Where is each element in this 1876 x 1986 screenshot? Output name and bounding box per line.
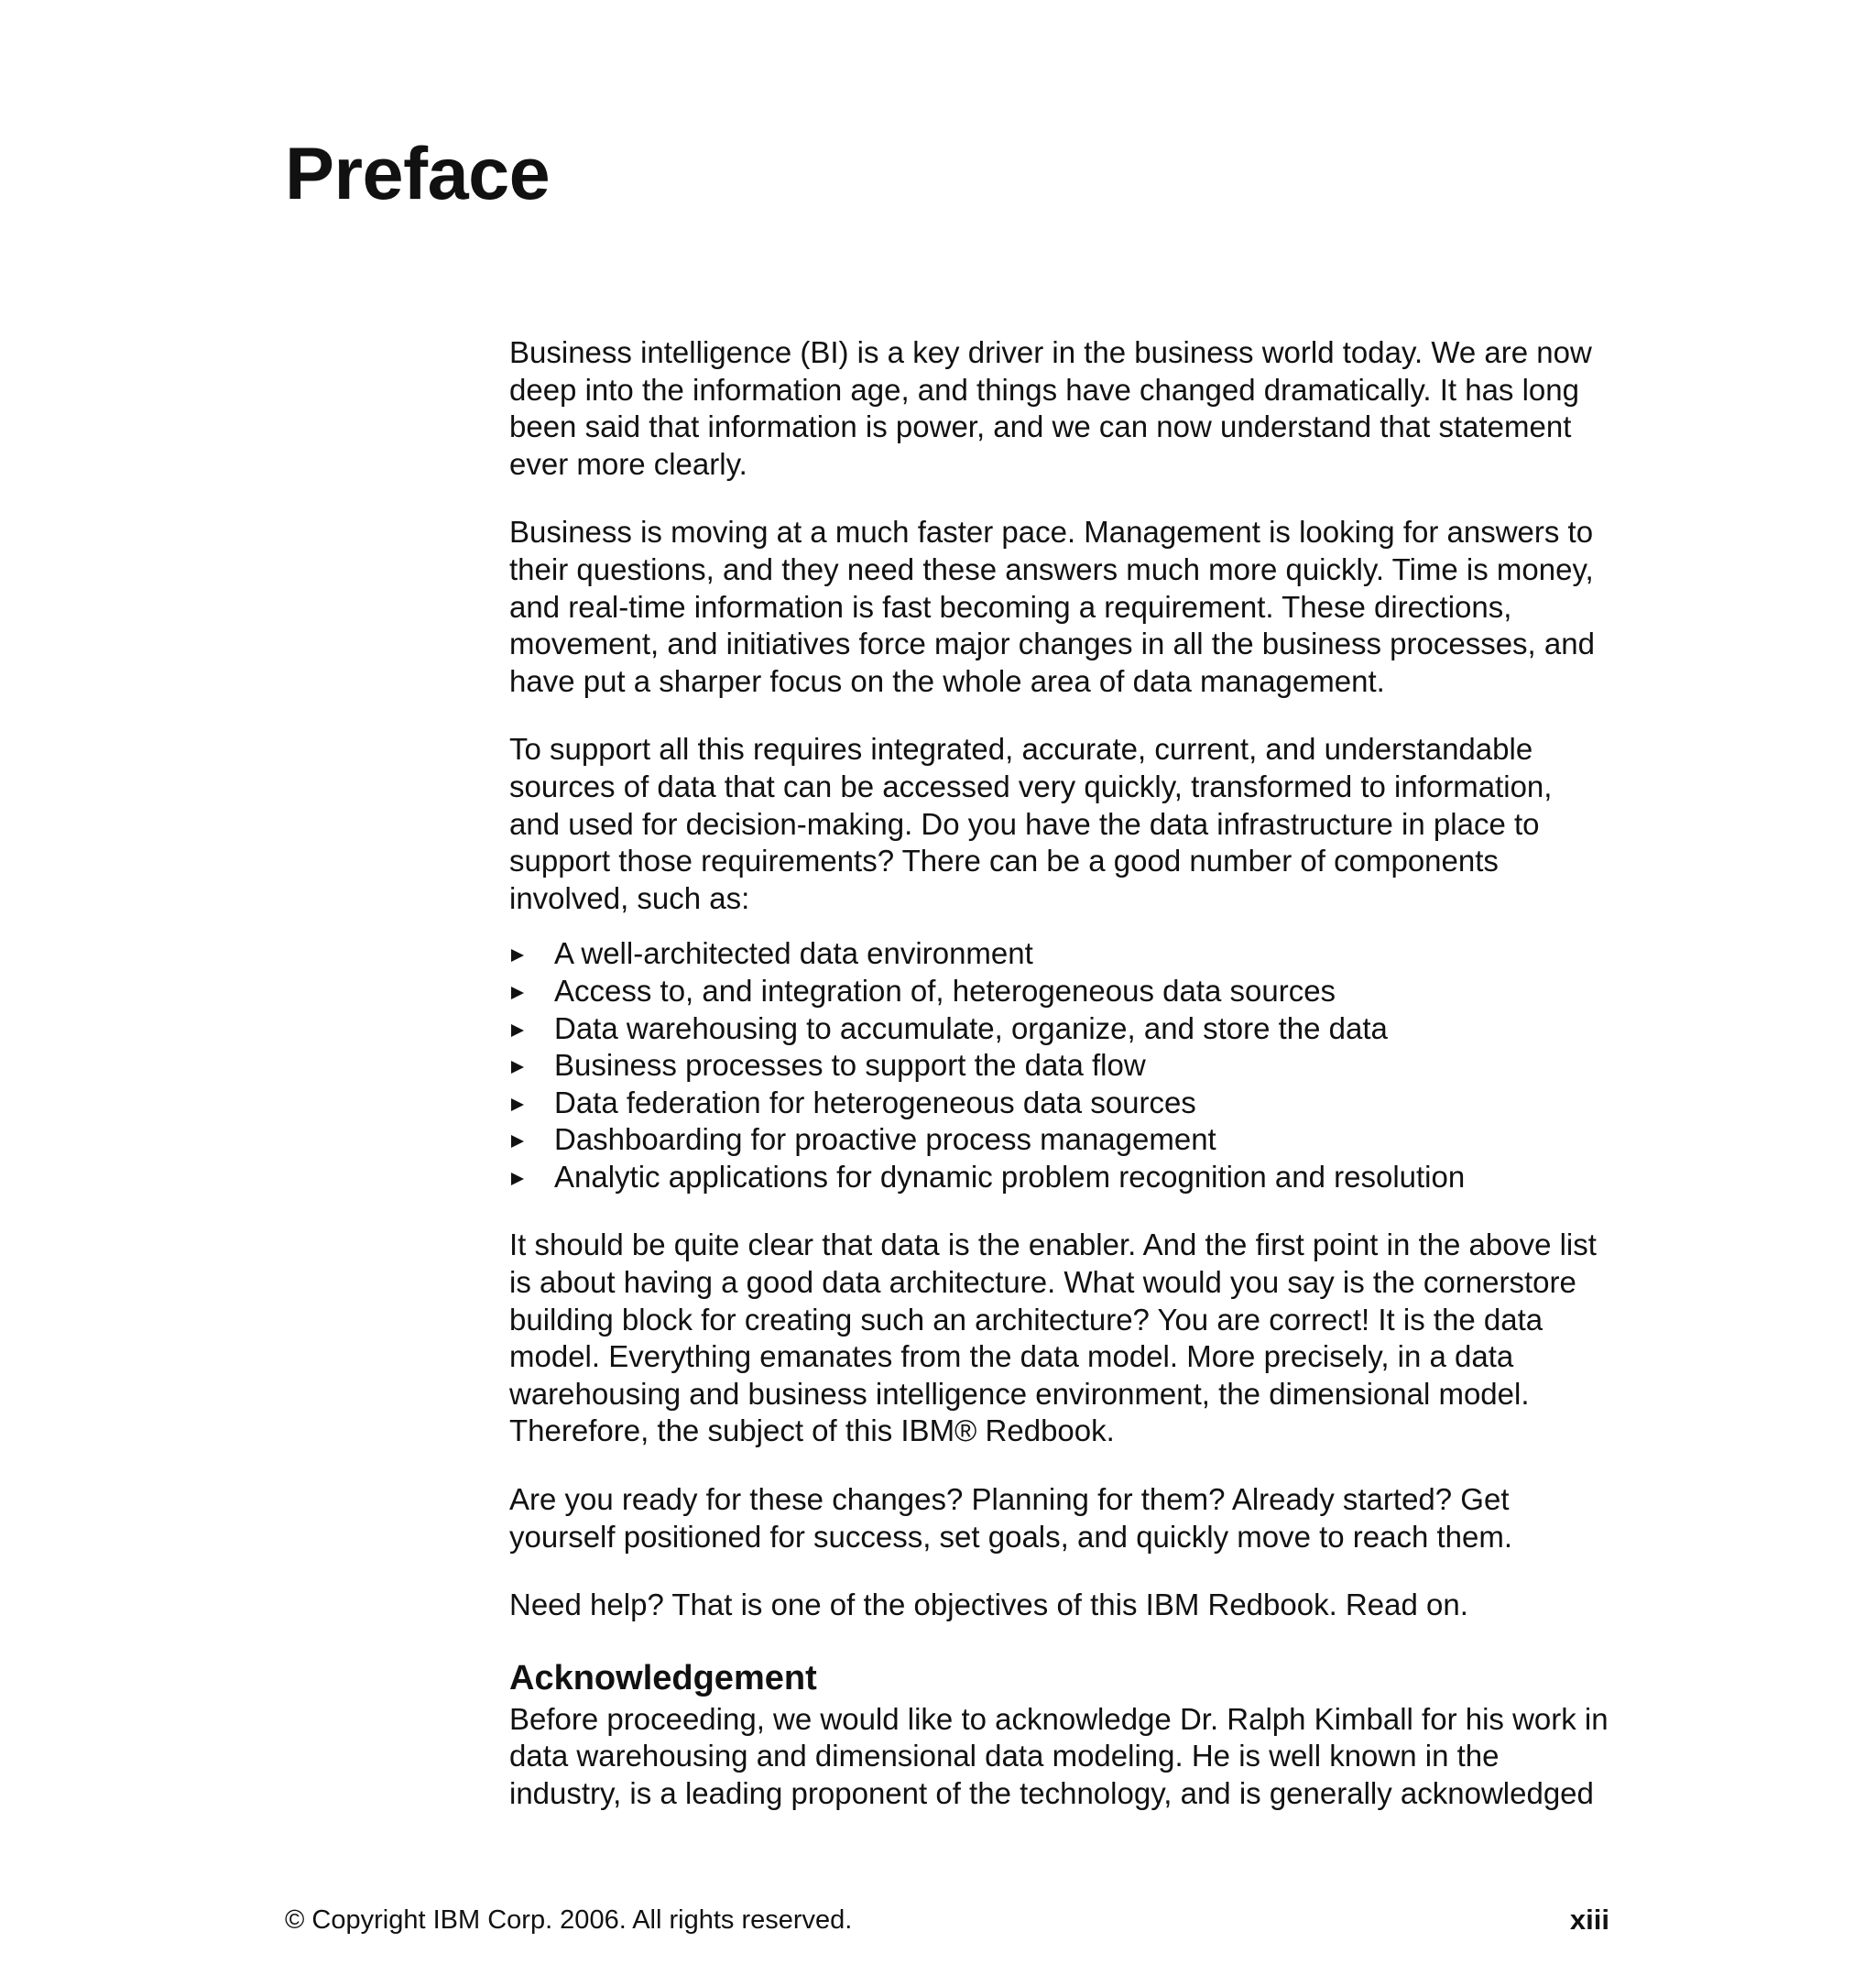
paragraph: Business intelligence (BI) is a key driver in the business world today. We are now deep into the information age, and things have changed dramatically. It has long been said that information is power, and we can now understand that statement ever more clearly. [509,335,1592,481]
paragraph: It should be quite clear that data is the enabler. And the first point in the above list is about having a good data architecture. What would you say is the cornerstore building block for creating such an architecture? You are correct! It is the data model. Everything emanates from the data model. More precisely, in a data warehousing and business intelligence environment, the dimensional model. Therefore, the subject of this IBM® Redbook. [509,1228,1597,1448]
paragraph: Need help? That is one of the objectives of this IBM Redbook. Read on. [509,1588,1468,1622]
list-item-text: A well-architected data environment [554,936,1033,971]
paragraph: To support all this requires integrated, accurate, current, and understandable sources of data that can be accessed very quickly, transformed to information, and used for decision-making. Do you have the data infrastructure in place to support those requirements? There can be a good number of components involved, such as: [509,732,1553,915]
acknowledgement-paragraph: Before proceeding, we would like to acknowledge Dr. Ralph Kimball for his work in data warehousing and dimensional data modeling. He is well known in the industry, is a leading proponent of the technology, and is generally acknowledged [509,1701,1609,1810]
list-item-text: Analytic applications for dynamic problem recognition and resolution [554,1159,1466,1194]
triangle-bullet-icon [511,1173,524,1185]
list-item-text: Dashboarding for proactive process management [554,1122,1216,1157]
page-title: Preface [285,133,551,215]
triangle-bullet-icon [511,987,524,999]
list-item [509,1159,1609,1196]
list-item [509,1010,1609,1048]
paragraph: Are you ready for these changes? Planning for them? Already started? Get yourself positioned for success, set goals, and quickly move to reach them. [509,1482,1513,1554]
page-number: xiii [1569,1904,1609,1936]
list-item [509,1121,1609,1159]
triangle-bullet-icon [511,1135,524,1148]
list-item-text: Access to, and integration of, heterogeneous data sources [554,973,1336,1008]
copyright-notice: © Copyright IBM Corp. 2006. All rights reserved. [285,1905,853,1935]
list-item [509,1047,1609,1085]
triangle-bullet-icon [511,949,524,962]
list-item-text: Data federation for heterogeneous data sources [554,1085,1196,1119]
triangle-bullet-icon [511,1098,524,1111]
list-item-text: Data warehousing to accumulate, organize, and store the data [554,1010,1388,1045]
triangle-bullet-icon [511,1061,524,1074]
list-item [509,935,1609,973]
body-text [509,334,1609,1844]
list-item [509,1085,1609,1122]
list-item-text: Business processes to support the data flow [554,1048,1146,1083]
section-heading-acknowledgement: Acknowledgement [509,1658,817,1697]
component-list [509,935,1609,1195]
list-item [509,973,1609,1010]
triangle-bullet-icon [511,1024,524,1037]
paragraph: Business is moving at a much faster pace. Management is looking for answers to their questions, and they need these answers much more quickly. Time is money, and real-time information is fast becoming a requirement. These directions, movement, and initiatives force major changes in all the business processes, and have put a sharper focus on the whole area of data management. [509,515,1595,698]
